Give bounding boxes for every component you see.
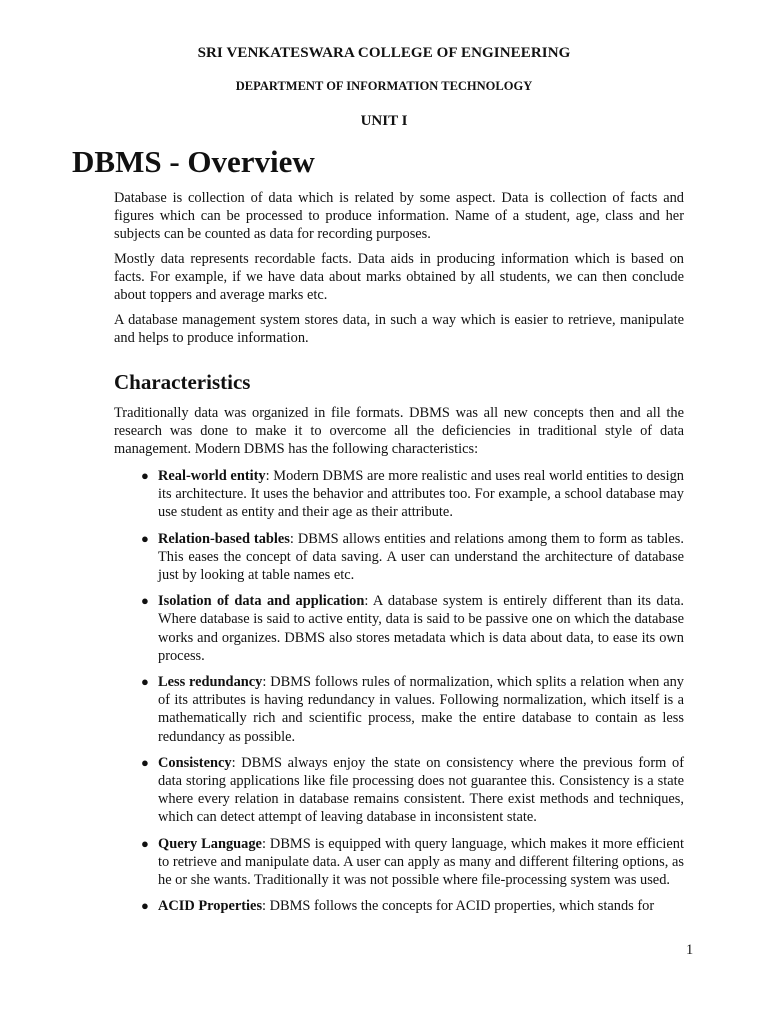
item-text: : DBMS is equipped with query language, which makes it more efficient to retrieve and manipulate data. A user can apply as many and different filtering options, as he or she wants. Traditionally it was not possible where file-processing system was used.	[158, 835, 684, 889]
unit-label: UNIT I	[360, 113, 408, 129]
list-item	[114, 754, 684, 827]
section-intro: Traditionally data was organized in file formats. DBMS was all new concepts then and all the research was done to make it to overcome all the deficiencies in traditional style of data management. Modern DBMS has the following characteristics:	[114, 405, 684, 458]
section-heading: Characteristics	[114, 370, 251, 394]
item-term: Real-world entity	[158, 468, 266, 484]
item-text: : DBMS always enjoy the state on consistency where the previous form of data storing applications like file processing does not guarantee this. Consistency is a state where every relation in database remains consistent. There exist methods and techniques, which can detect attempt of leaving database in inconsistent state.	[158, 754, 684, 826]
list-item	[114, 530, 684, 585]
item-term: Query Language	[158, 835, 262, 852]
list-item	[114, 673, 684, 746]
item-text: : DBMS allows entities and relations among them to form as tables. This eases the concept of data saving. A user can understand the architecture of database just by looking at table names etc.	[158, 530, 684, 584]
bullet-icon: ●	[141, 754, 149, 770]
list-item	[114, 592, 684, 665]
college-name: SRI VENKATESWARA COLLEGE OF ENGINEERING	[197, 45, 571, 61]
bullet-icon: ●	[141, 674, 149, 690]
item-text: : A database system is entirely different than its data. Where database is said to active entity, data is said to be passive one on which the database works and organizes. DBMS also stores metadata which is data about data, to ease its own process.	[158, 593, 684, 664]
bullet-icon: ●	[141, 593, 149, 609]
list-item	[114, 835, 684, 890]
department-name: DEPARTMENT OF INFORMATION TECHNOLOGY	[235, 79, 533, 93]
intro-paragraph-3: A database management system stores data, in such a way which is easier to retrieve, manipulate and helps to produce information.	[114, 312, 684, 347]
bullet-icon: ●	[141, 898, 149, 914]
intro-paragraph-2: Mostly data represents recordable facts. Data aids in producing information which is based on facts. For example, if we have data about marks obtained by all students, we can then conclude about toppers and average marks etc.	[114, 251, 684, 304]
bullet-icon: ●	[141, 835, 149, 851]
item-text: : DBMS follows the concepts for ACID properties, which stands for	[262, 898, 655, 915]
item-text: : Modern DBMS are more realistic and uses real world entities to design its architecture. It uses the behavior and attributes too. For example, a school database may use student as entity and their age as their attribute.	[158, 468, 684, 521]
bullet-icon: ●	[141, 468, 149, 483]
page-title: DBMS - Overview	[72, 144, 315, 179]
list-item	[114, 467, 684, 522]
item-term: Less redundancy	[158, 674, 263, 691]
intro-paragraph-1: Database is collection of data which is related by some aspect. Data is collection of facts and figures which can be processed to produce information. Name of a student, age, class and her subjects can be counted as data for recording purposes.	[114, 190, 684, 243]
characteristics-list	[114, 467, 684, 923]
bullet-icon: ●	[141, 530, 149, 546]
item-term: Relation-based tables	[158, 530, 290, 547]
item-term: ACID Properties	[158, 898, 263, 915]
page-number: 1	[686, 942, 694, 958]
item-text: : DBMS follows rules of normalization, which splits a relation when any of its attributes is having redundancy in values. Following normalization, which itself is a mathematically rich and scientific process, make the entire database to contain as less redundancy as possible.	[158, 674, 684, 745]
item-term: Isolation of data and application	[158, 593, 365, 610]
item-term: Consistency	[158, 754, 232, 771]
list-item	[114, 897, 684, 915]
